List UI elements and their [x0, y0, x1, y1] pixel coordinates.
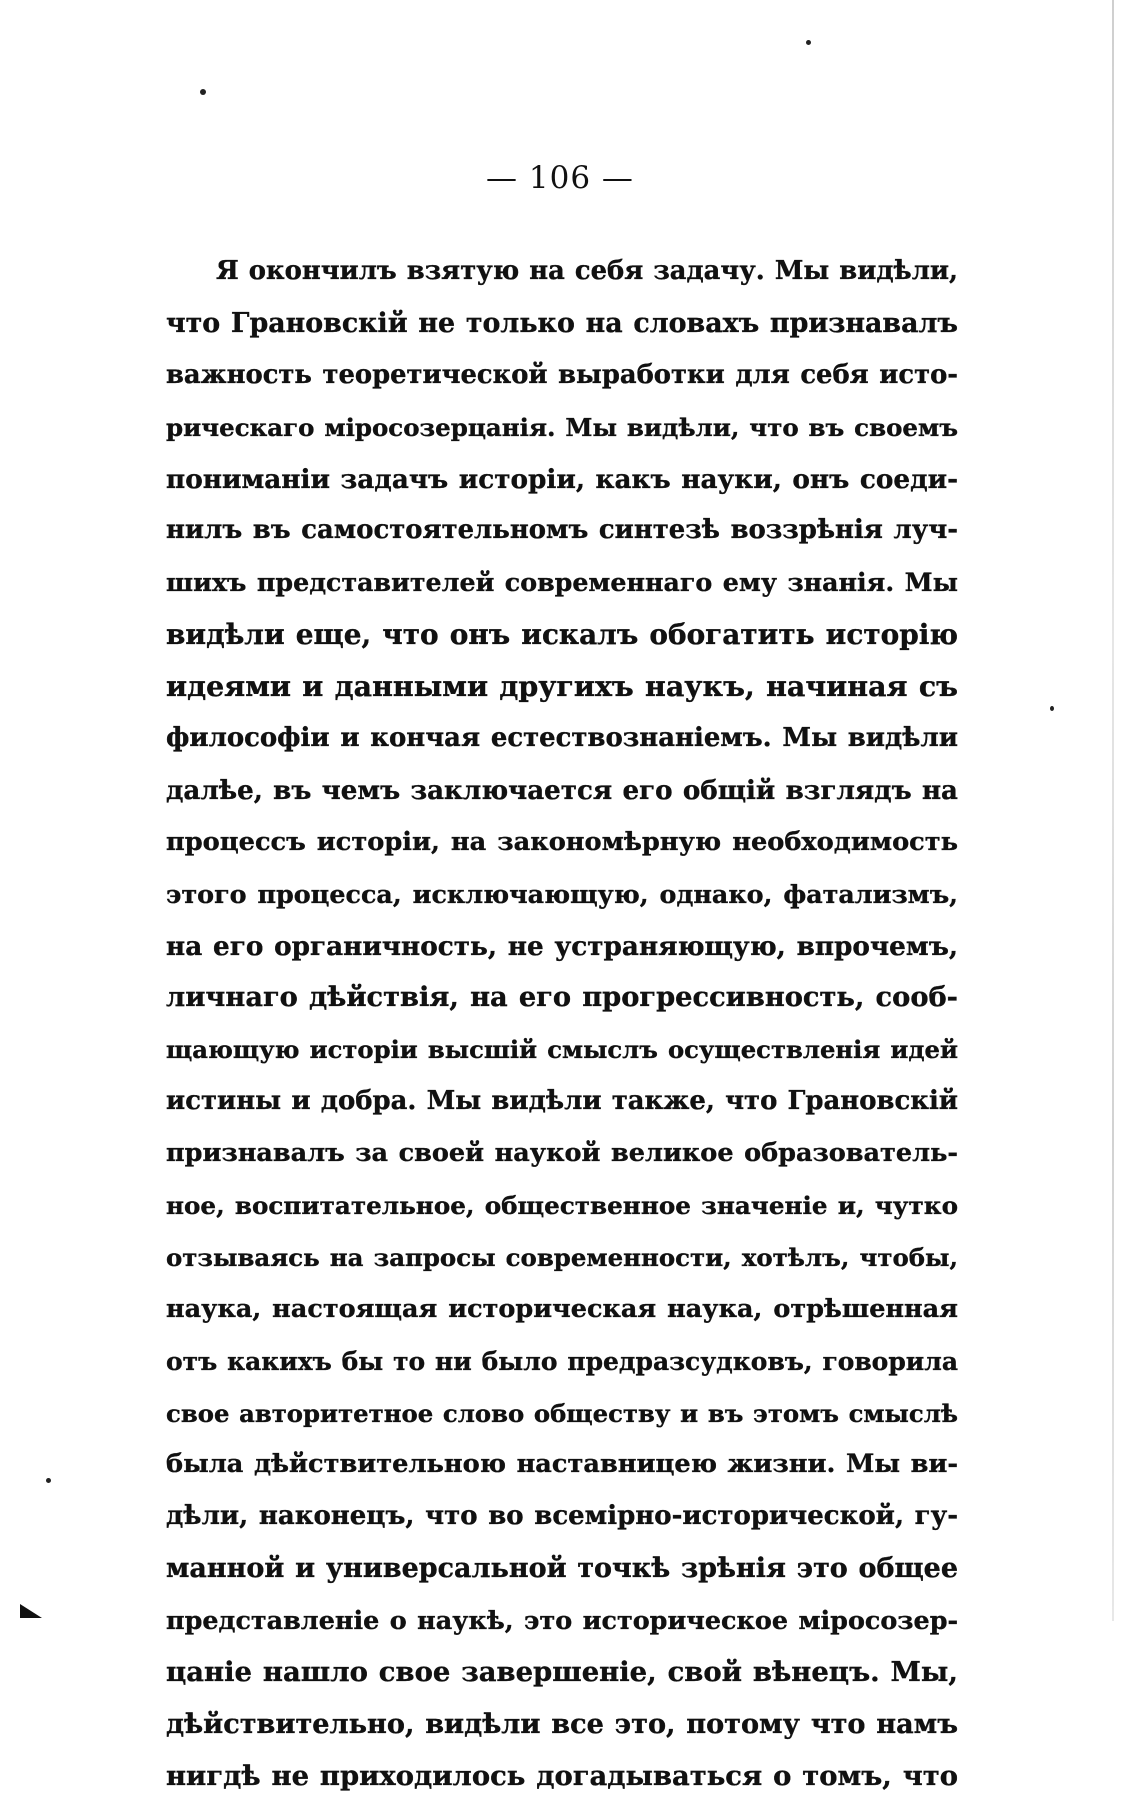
text-line: признавалъ за своей наукой великое образователь-: [166, 1138, 958, 1169]
text-line: этого процесса, исключающую, однако, фатализмъ,: [166, 878, 958, 909]
corner-mark: [20, 1604, 42, 1618]
ink-speck: [806, 40, 811, 45]
text-line: идеями и данными другихъ наукъ, начиная съ: [166, 669, 958, 704]
text-line: философіи и кончая естествознаніемъ. Мы видѣли: [166, 723, 958, 754]
ink-speck: [1050, 706, 1054, 711]
text-line: представленіе о наукѣ, это историческое міросозер-: [166, 1605, 958, 1636]
text-line: нигдѣ не приходилось догадываться о томъ, что: [166, 1759, 958, 1792]
text-line: важность теоретической выработки для себя исто-: [166, 359, 958, 390]
text-line: отзываясь на запросы современности, хотѣлъ, чтобы,: [166, 1242, 958, 1272]
page-number: — 106 —: [486, 160, 634, 196]
text-line: манной и универсальной точкѣ зрѣнія это общее: [166, 1553, 958, 1585]
text-line: далѣе, въ чемъ заключается его общій взглядъ на: [166, 774, 958, 806]
text-line: цаніе нашло свое завершеніе, свой вѣнецъ. Мы,: [166, 1656, 958, 1689]
text-line: пониманіи задачъ исторіи, какъ науки, онъ соеди-: [166, 463, 958, 495]
text-line: дѣйствительно, видѣли все это, потому что намъ: [166, 1708, 958, 1740]
text-line: шихъ представителей современнаго ему знанія. Мы: [166, 567, 958, 598]
text-line: что Грановскій не только на словахъ признавалъ: [166, 307, 958, 339]
text-line: нилъ въ самостоятельномъ синтезѣ воззрѣнія луч-: [166, 515, 958, 546]
text-line: видѣли еще, что онъ искалъ обогатить исторію: [166, 618, 958, 652]
ink-speck: [200, 89, 206, 95]
text-line: на его органичность, не устраняющую, впрочемъ,: [166, 930, 958, 962]
text-line: отъ какихъ бы то ни было предразсудковъ, говорила: [166, 1346, 958, 1376]
page-edge-shadow: [1112, 0, 1114, 1621]
body-text: [166, 246, 958, 1803]
ink-speck: [46, 1478, 51, 1483]
text-line: была дѣйствительною наставницею жизни. Мы ви-: [166, 1449, 958, 1480]
text-line: свое авторитетное слово обществу и въ этомъ смыслѣ: [166, 1398, 958, 1428]
text-line: истины и добра. Мы видѣли также, что Грановскій: [166, 1086, 958, 1117]
text-line: личнаго дѣйствія, на его прогрессивность, сооб-: [166, 981, 958, 1014]
text-line: Я окончилъ взятую на себя задачу. Мы видѣли,: [216, 256, 958, 286]
text-line: щающую исторіи высшій смыслъ осуществленія идей: [166, 1035, 958, 1065]
text-line: дѣли, наконецъ, что во всемірно-исторической, гу-: [166, 1501, 958, 1532]
text-line: наука, настоящая историческая наука, отрѣшенная: [166, 1293, 958, 1324]
text-line: ное, воспитательное, общественное значеніе и, чутко: [166, 1191, 958, 1221]
text-line: процессъ исторіи, на закономѣрную необходимость: [166, 826, 958, 857]
text-line: рическаго міросозерцанія. Мы видѣли, что въ своемъ: [166, 412, 958, 442]
